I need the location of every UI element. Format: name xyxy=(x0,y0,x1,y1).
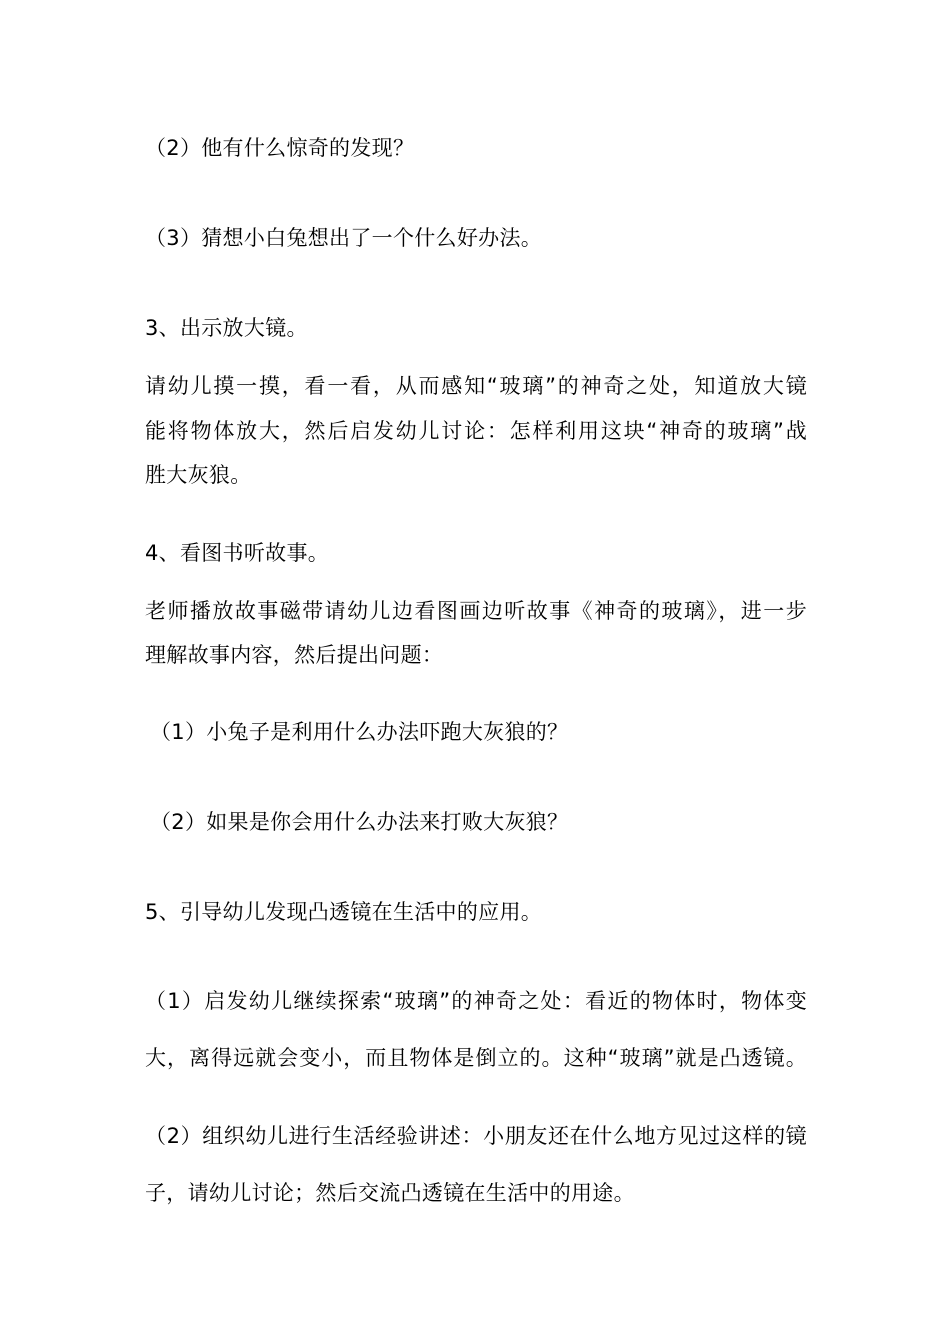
step-4-heading: 4、看图书听故事。 xyxy=(145,541,330,565)
step-3-heading: 3、出示放大镜。 xyxy=(145,316,308,340)
step-3-paragraph-line-2: 能将物体放大，然后启发幼儿讨论：怎样利用这块“神奇的玻璃”战 xyxy=(145,419,807,443)
step-5-item-2-line-1: （2）组织幼儿进行生活经验讲述：小朋友还在什么地方见过这样的镜 xyxy=(145,1124,807,1148)
step-5-heading: 5、引导幼儿发现凸透镜在生活中的应用。 xyxy=(145,900,543,924)
step-3-paragraph-line-3: 胜大灰狼。 xyxy=(145,463,252,487)
step-4-question-2: （2）如果是你会用什么办法来打败大灰狼？ xyxy=(150,810,569,834)
step-4-paragraph-line-2: 理解故事内容，然后提出问题： xyxy=(145,643,444,667)
step-5-item-1-line-2: 大，离得远就会变小，而且物体是倒立的。这种“玻璃”就是凸透镜。 xyxy=(145,1046,807,1070)
step-4-paragraph-line-1: 老师播放故事磁带请幼儿边看图画边听故事《神奇的玻璃》，进一步 xyxy=(145,599,807,623)
step-3-paragraph-line-1: 请幼儿摸一摸，看一看，从而感知“玻璃”的神奇之处，知道放大镜 xyxy=(145,374,807,398)
step-5-item-2-line-2: 子，请幼儿讨论；然后交流凸透镜在生活中的用途。 xyxy=(145,1181,635,1205)
step-5-item-1-line-1: （1）启发幼儿继续探索“玻璃”的神奇之处：看近的物体时，物体变 xyxy=(145,989,807,1013)
step-4-question-1: （1）小兔子是利用什么办法吓跑大灰狼的？ xyxy=(150,720,569,744)
question-2-line: （2）他有什么惊奇的发现？ xyxy=(145,136,415,160)
question-3-line: （3）猜想小白兔想出了一个什么好办法。 xyxy=(145,226,543,250)
